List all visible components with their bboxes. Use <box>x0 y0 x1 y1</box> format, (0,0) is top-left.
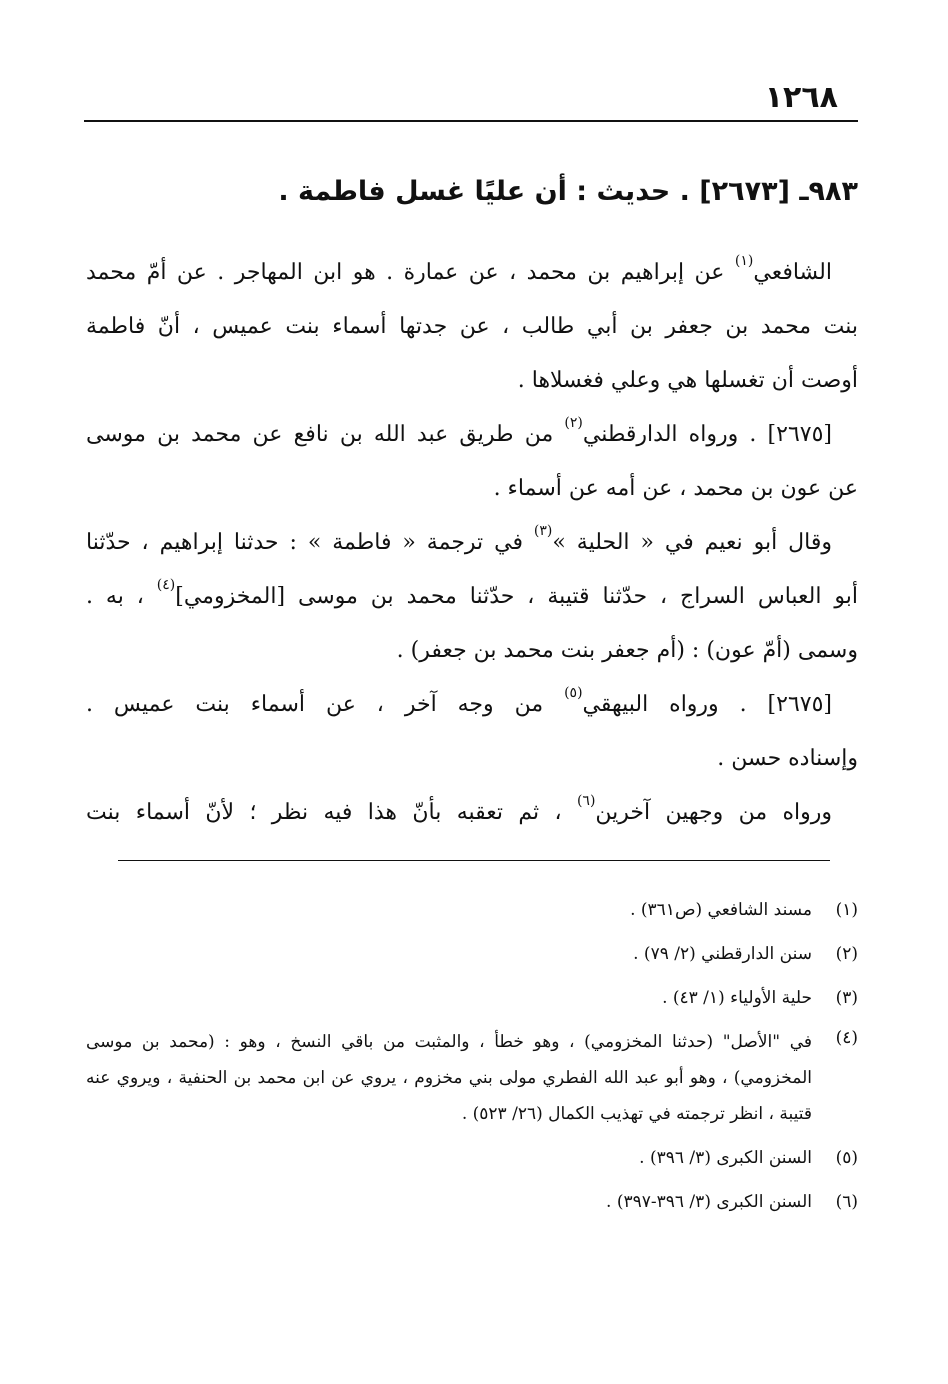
footnote-text: السنن الكبرى (٣/ ٣٩٦) . <box>639 1148 812 1168</box>
page-number: ١٢٦٨ <box>764 80 838 115</box>
footnote-5 <box>86 1136 858 1180</box>
footnote-6 <box>86 1180 858 1224</box>
footnotes <box>86 888 858 1224</box>
footnote-text: في "الأصل" (حدثنا المخزومي) ، وهو خطأ ، والمثبت من باقي النسخ ، وهو : (محمد بن موسى المخزومي) ، وهو أبو عبد الله الفطري مولى بني مخزوم ، يروي عن ابن محمد بن الحنفية ، ويروي عنه قتيبة ، انظر ترجمته في تهذيب الكمال (٢٦/ ٥٢٣) . <box>86 1032 812 1124</box>
text-line: أوصت أن تغسلها هي وعلي فغسلاها . <box>517 368 858 393</box>
text-line: الشافعي$^{(١)}$ عن إبراهيم بن محمد ، عن عمارة . هو ابن المهاجر . عن أمّ محمد <box>86 252 832 285</box>
footnote-ref[interactable]: (١) <box>734 252 754 269</box>
footnote-number: (٢) <box>835 944 858 964</box>
text-line: عن عون بن محمد ، عن أمه عن أسماء . <box>493 476 858 501</box>
footnote-1 <box>86 888 858 932</box>
footnote-ref[interactable]: (٦) <box>576 792 596 809</box>
text-line: ورواه من وجهين آخرين$^{(٦)}$ ، ثم تعقبه بأنّ هذا فيه نظر ؛ لأنّ أسماء بنت <box>86 792 832 825</box>
footnote-text: السنن الكبرى (٣/ ٣٩٦-٣٩٧) . <box>606 1192 812 1212</box>
footnote-3 <box>86 976 858 1020</box>
main-text <box>86 246 858 840</box>
footnote-ref[interactable]: (٣) <box>533 522 553 539</box>
footnote-ref[interactable]: (٢) <box>564 414 583 431</box>
footnote-ref[interactable]: (٥) <box>564 684 583 701</box>
header-rule <box>84 120 858 122</box>
text-line: أبو العباس السراج ، حدّثنا قتيبة ، حدّثنا محمد بن موسى [المخزومي]$^{(٤)}$ ، به . <box>86 576 858 609</box>
footnote-number: (٤) <box>835 1028 858 1048</box>
footnote-number: (٥) <box>835 1148 858 1168</box>
hadith-title: ٩٨٣ـ [٢٦٧٣] . حديث : أن عليًا غسل فاطمة . <box>278 176 858 207</box>
text-line: وإسناده حسن . <box>717 746 858 771</box>
text-line: بنت محمد بن جعفر بن أبي طالب ، عن جدتها أسماء بنت عميس ، أنّ فاطمة <box>86 314 858 339</box>
footnote-text: حلية الأولياء (١/ ٤٣) . <box>662 988 812 1008</box>
text-line: وسمى (أمّ عون) : (أم جعفر بنت محمد بن جعفر) . <box>396 638 858 663</box>
text-line: [٢٦٧٥] . ورواه البيهقي$^{(٥)}$ من وجه آخر ، عن أسماء بنت عميس . <box>86 684 833 717</box>
footnote-4 <box>86 1020 858 1136</box>
footnote-ref[interactable]: (٤) <box>156 576 176 593</box>
footnote-text: مسند الشافعي (ص٣٦١) . <box>630 900 812 920</box>
footnote-number: (٦) <box>835 1192 858 1212</box>
footnote-number: (١) <box>835 900 858 920</box>
footnote-separator <box>118 860 830 861</box>
footnote-number: (٣) <box>835 988 858 1008</box>
footnote-2 <box>86 932 858 976</box>
text-line: وقال أبو نعيم في « الحلية »$^{(٣)}$ في ترجمة « فاطمة » : حدثنا إبراهيم ، حدّثنا <box>86 522 832 555</box>
text-line: [٢٦٧٥] . ورواه الدارقطني$^{(٢)}$ من طريق عبد الله بن نافع عن محمد بن موسى <box>86 414 832 447</box>
footnote-text: سنن الدارقطني (٢/ ٧٩) . <box>633 944 812 964</box>
